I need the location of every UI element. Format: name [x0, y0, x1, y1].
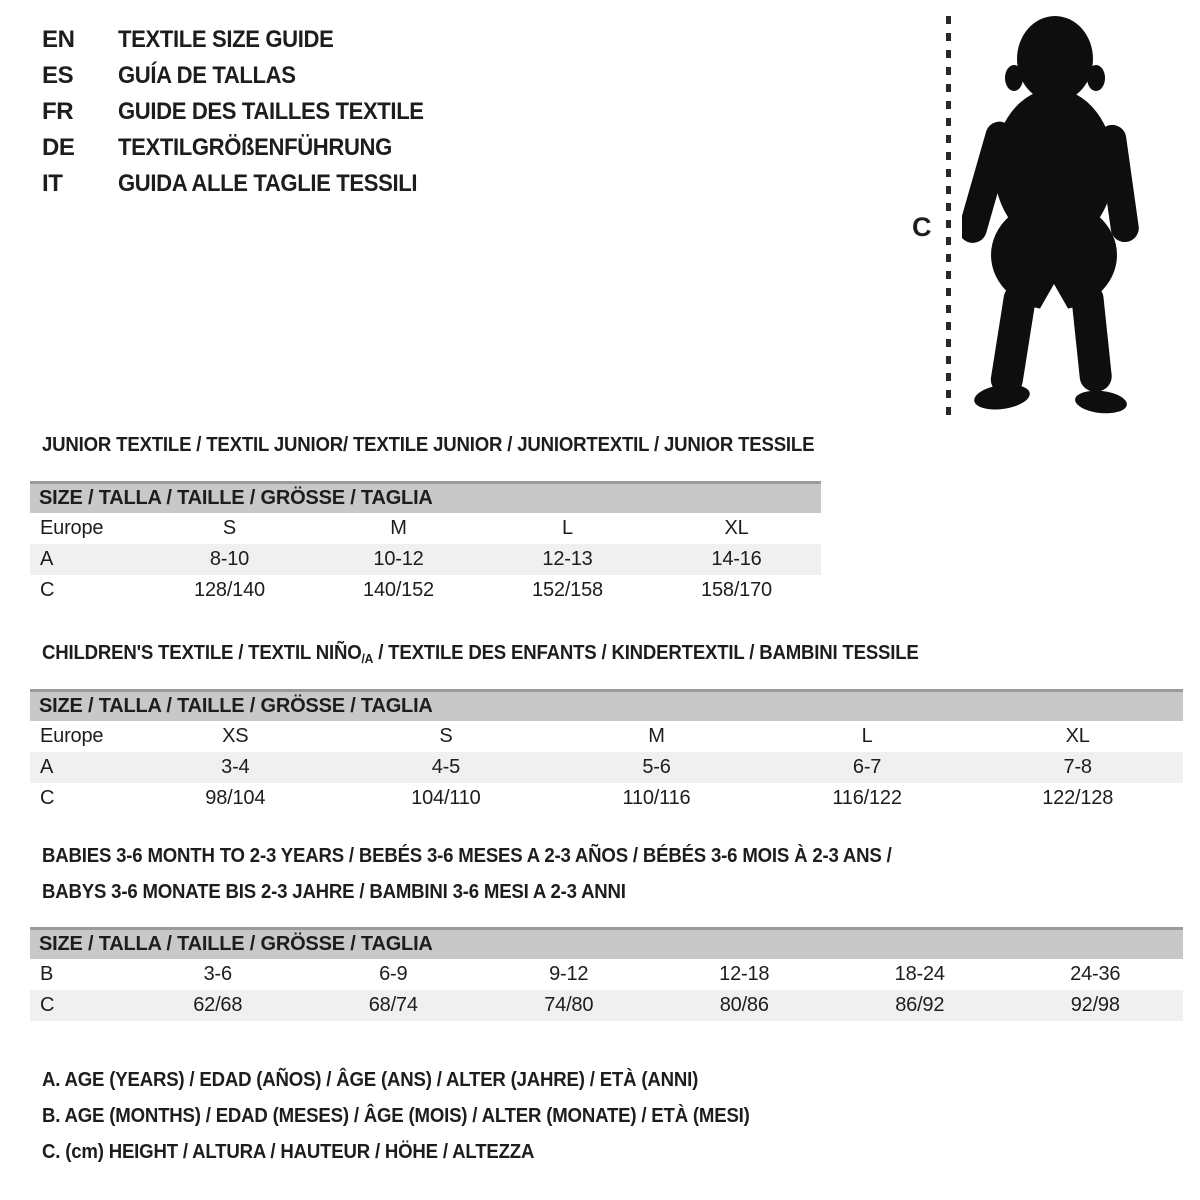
language-row	[42, 166, 450, 202]
children-section-title	[42, 642, 919, 666]
value-cell: 128/140	[194, 579, 265, 601]
table-row	[30, 575, 821, 606]
value-cell: 3-6	[203, 963, 232, 985]
language-code: ES	[42, 62, 74, 89]
row-label-cell: B	[40, 963, 54, 985]
value-cell: 86/92	[895, 994, 945, 1016]
value-cell: M	[390, 517, 407, 539]
value-cell: 74/80	[544, 994, 594, 1016]
row-label-cell: C	[40, 579, 55, 601]
value-cell: 80/86	[719, 994, 769, 1016]
language-title: TEXTILE SIZE GUIDE	[118, 26, 334, 53]
language-row	[42, 130, 450, 166]
value-cell: XL	[1065, 725, 1090, 747]
value-cell: 14-16	[711, 548, 762, 570]
children-title-post: / TEXTILE DES ENFANTS / KINDERTEXTIL / BAMBINI TESSILE	[373, 642, 919, 664]
value-cell: 4-5	[431, 756, 461, 778]
value-cell: 122/128	[1042, 787, 1114, 809]
row-label-cell: Europe	[40, 725, 104, 747]
children-size-table	[30, 689, 1183, 814]
babies-section-title	[42, 838, 892, 910]
value-cell: 6-7	[852, 756, 882, 778]
table-row	[30, 752, 1183, 783]
table-row	[30, 783, 1183, 814]
value-cell: S	[222, 517, 237, 539]
table-row	[30, 513, 821, 544]
value-cell: 5-6	[642, 756, 671, 778]
language-title: GUIDE DES TAILLES TEXTILE	[118, 98, 424, 125]
row-label-cell: Europe	[40, 517, 104, 539]
note-line-b: B. AGE (MONTHS) / EDAD (MESES) / ÂGE (MOIS) / ALTER (MONATE) / ETÀ (MESI)	[42, 1105, 750, 1127]
value-cell: 110/116	[622, 787, 691, 809]
value-cell: 8-10	[209, 548, 250, 570]
children-title-sub: /A	[361, 651, 374, 666]
value-cell: 68/74	[368, 994, 418, 1016]
language-title: GUÍA DE TALLAS	[118, 62, 296, 89]
toddler-silhouette-icon	[962, 12, 1142, 422]
language-row	[42, 58, 450, 94]
table-row	[30, 544, 821, 575]
value-cell: 152/158	[532, 579, 603, 601]
language-header	[42, 22, 450, 202]
babies-title-line2: BABYS 3-6 MONATE BIS 2-3 JAHRE / BAMBINI 3-6 MESI A 2-3 ANNI	[42, 881, 626, 903]
row-label-cell: C	[40, 994, 55, 1016]
language-code: DE	[42, 134, 75, 161]
value-cell: 98/104	[205, 787, 266, 809]
height-measure-label: C	[912, 212, 932, 242]
babies-title-line1: BABIES 3-6 MONTH TO 2-3 YEARS / BEBÉS 3-6 MESES A 2-3 AÑOS / BÉBÉS 3-6 MOIS À 2-3 ANS /	[42, 845, 892, 867]
value-cell: 6-9	[379, 963, 408, 985]
value-cell: 62/68	[193, 994, 243, 1016]
value-cell: 12-13	[542, 548, 593, 570]
language-row	[42, 22, 450, 58]
language-code: EN	[42, 26, 75, 53]
value-cell: XS	[222, 725, 249, 747]
children-title-pre: CHILDREN'S TEXTILE / TEXTIL NIÑO	[42, 642, 362, 664]
language-title: TEXTILGRÖßENFÜHRUNG	[118, 134, 392, 161]
value-cell: 3-4	[221, 756, 250, 778]
table-row	[30, 959, 1183, 990]
size-header-bar: SIZE / TALLA / TAILLE / GRÖSSE / TAGLIA	[30, 927, 1183, 959]
value-cell: 12-18	[719, 963, 770, 985]
value-cell: 24-36	[1070, 963, 1121, 985]
value-cell: 9-12	[549, 963, 589, 985]
value-cell: 104/110	[411, 787, 481, 809]
value-cell: S	[439, 725, 453, 747]
value-cell: XL	[724, 517, 749, 539]
value-cell: 140/152	[363, 579, 434, 601]
value-cell: 10-12	[373, 548, 424, 570]
language-row	[42, 94, 450, 130]
value-cell: L	[562, 517, 573, 539]
row-label-cell: C	[40, 787, 55, 809]
value-cell: M	[648, 725, 665, 747]
junior-size-table	[30, 481, 821, 606]
row-label-cell: A	[40, 548, 54, 570]
value-cell: 158/170	[701, 579, 772, 601]
row-label-cell: A	[40, 756, 54, 778]
legend-notes	[42, 1062, 803, 1170]
value-cell: 7-8	[1063, 756, 1092, 778]
value-cell: 92/98	[1070, 994, 1120, 1016]
size-header-bar: SIZE / TALLA / TAILLE / GRÖSSE / TAGLIA	[30, 689, 1183, 721]
value-cell: L	[861, 725, 873, 747]
language-title: GUIDA ALLE TAGLIE TESSILI	[118, 170, 418, 197]
value-cell: 116/122	[832, 787, 902, 809]
language-code: IT	[42, 170, 63, 197]
value-cell: 18-24	[894, 963, 945, 985]
language-code: FR	[42, 98, 74, 125]
note-line-c: C. (cm) HEIGHT / ALTURA / HAUTEUR / HÖHE / ALTEZZA	[42, 1141, 535, 1163]
height-measure-dashed-line	[946, 16, 951, 416]
junior-section-title: JUNIOR TEXTILE / TEXTIL JUNIOR/ TEXTILE JUNIOR / JUNIORTEXTIL / JUNIOR TESSILE	[42, 434, 815, 456]
table-row	[30, 721, 1183, 752]
note-line-a: A. AGE (YEARS) / EDAD (AÑOS) / ÂGE (ANS) / ALTER (JAHRE) / ETÀ (ANNI)	[42, 1069, 699, 1091]
babies-size-table	[30, 927, 1183, 1021]
table-row	[30, 990, 1183, 1021]
size-header-bar: SIZE / TALLA / TAILLE / GRÖSSE / TAGLIA	[30, 481, 821, 513]
